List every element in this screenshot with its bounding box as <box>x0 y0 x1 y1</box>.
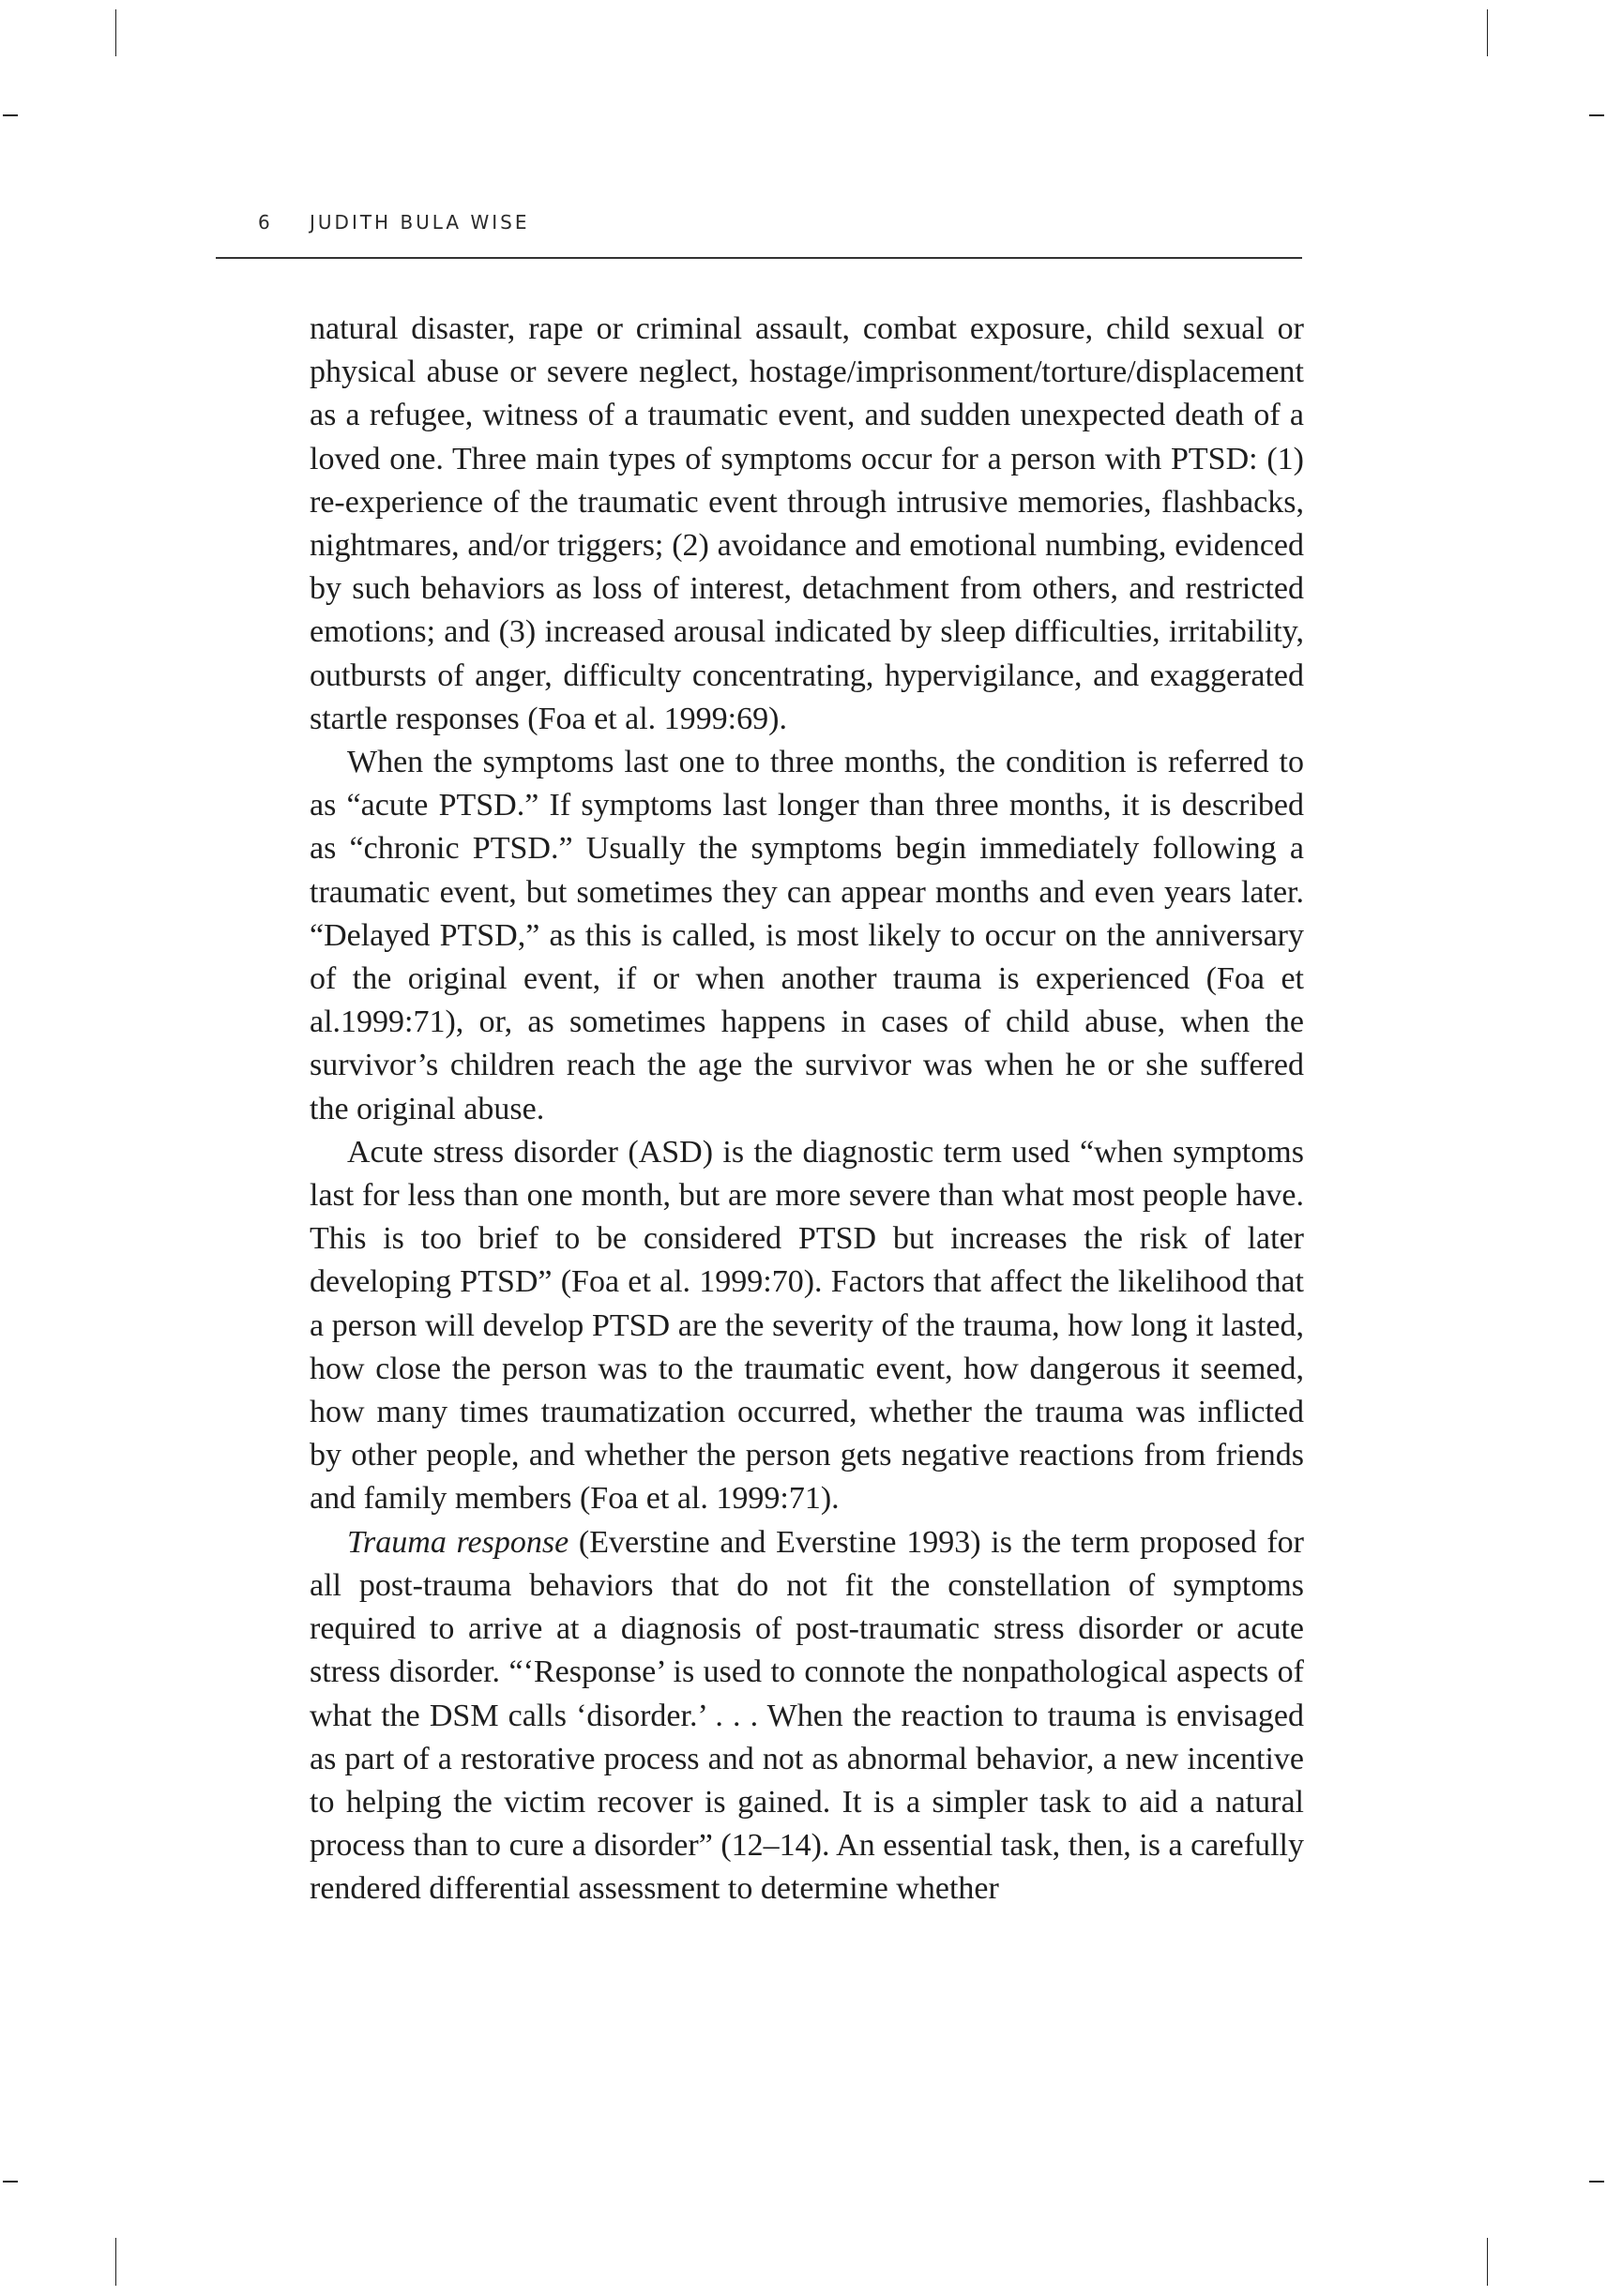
header-rule <box>216 257 1302 259</box>
crop-mark-left-bottom <box>3 2181 18 2183</box>
italic-term: Trauma response <box>347 1524 569 1560</box>
paragraph-1: natural disaster, rape or criminal assault, combat exposure, child sexual or physical abuse or severe neglect, hostage/imprisonment/torture/displacement as a refugee, witness of a traumatic event, and sudden unexpected death of a loved one. Three main types of symptoms occur for a person with PTSD: (1) re-experience of the traumatic event through intrusive memories, flashbacks, nightmares, and/or triggers; (2) avoidance and emotional numbing, evidenced by such behaviors as loss of interest, detachment from others, and restricted emotions; and (3) increased arousal indicated by sleep difficulties, irritability, outbursts of anger, difficulty concentrating, hypervigilance, and exaggerated startle responses (Foa et al. 1999:69). <box>310 311 1304 736</box>
running-head <box>258 211 529 234</box>
paragraph-4-text: (Everstine and Everstine 1993) is the term proposed for all post-trauma behaviors that do not fit the constellation of symptoms required to arrive at a diagnosis of post-traumatic stress disorder or acute stress disorder. “‘Response’ is used to connote the nonpathological aspects of what the DSM calls ‘disorder.’ . . . When the reaction to trauma is envisaged as part of a restorative process and not as abnormal behavior, a new incentive to helping the victim recover is gained. It is a simpler task to aid a natural process than to cure a disorder” (12–14). An essential task, then, is a carefully rendered differential assessment to determine whether <box>310 1524 1304 1907</box>
paragraph-2: When the symptoms last one to three months, the condition is referred to as “acute PTSD.” If symptoms last longer than three months, it is described as “chronic PTSD.” Usually the symptoms begin immediately following a traumatic event, but sometimes they can appear months and even years later. “Delayed PTSD,” as this is called, is most likely to occur on the anniversary of the original event, if or when another trauma is experienced (Foa et al.1999:71), or, as sometimes happens in cases of child abuse, when the survivor’s children reach the age the survivor was when he or she suffered the original abuse. <box>310 745 1304 1126</box>
paragraph-4 <box>310 1521 1304 1911</box>
crop-mark-right-bottom <box>1589 2181 1604 2183</box>
page-number: 6 <box>258 211 270 234</box>
crop-mark-top-left <box>115 9 116 56</box>
crop-mark-bottom-left <box>115 2238 116 2286</box>
crop-mark-right-top <box>1589 114 1604 116</box>
author-name: JUDITH BULA WISE <box>310 211 530 234</box>
body-text <box>310 308 1304 1911</box>
crop-mark-bottom-right <box>1487 2238 1488 2286</box>
paragraph-3: Acute stress disorder (ASD) is the diagnostic term used “when symptoms last for less than one month, but are more severe than what most people have. This is too brief to be considered PTSD but increases the risk of later developing PTSD” (Foa et al. 1999:70). Factors that affect the likelihood that a person will develop PTSD are the severity of the trauma, how long it lasted, how close the person was to the traumatic event, how dangerous it seemed, how many times traumatization occurred, whether the trauma was inflicted by other people, and whether the person gets negative reactions from friends and family members (Foa et al. 1999:71). <box>310 1134 1304 1517</box>
crop-mark-top-right <box>1487 9 1488 56</box>
crop-mark-left-top <box>3 114 18 116</box>
